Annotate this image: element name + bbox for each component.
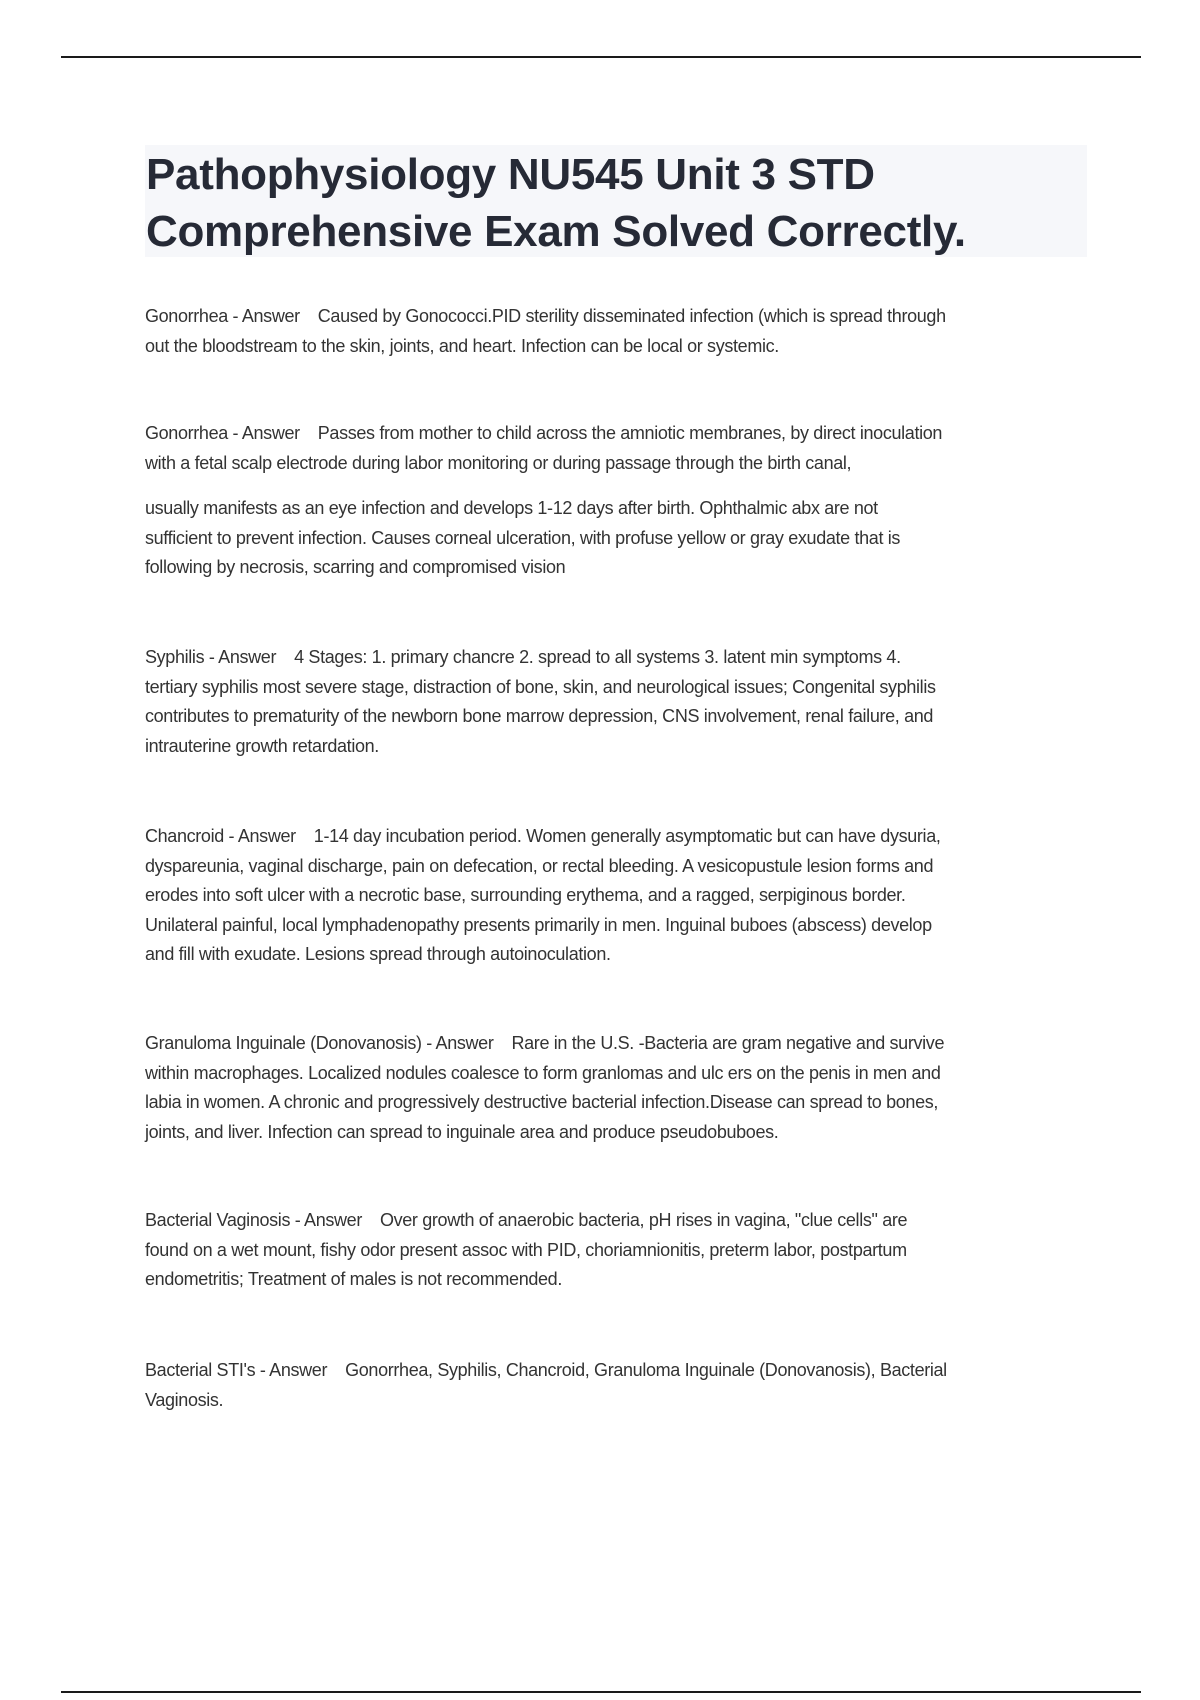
qa-answer-text: sufficient to prevent infection. Causes corneal ulceration, with profuse yellow or gray exudate that is [145, 527, 901, 548]
qa-term: Granuloma Inguinale (Donovanosis) - Answer [145, 1033, 494, 1053]
qa-line [145, 940, 941, 970]
qa-item [145, 302, 946, 361]
qa-answer-text: joints, and liver. Infection can spread to inguinale area and produce pseudobuboes. [145, 1121, 779, 1142]
qa-line [145, 524, 900, 554]
qa-answer-text: contributes to prematurity of the newborn bone marrow depression, CNS involvement, renal failure, and [145, 706, 934, 726]
qa-answer-text: found on a wet mount, fishy odor present assoc with PID, choriamnionitis, preterm labor, postpartum [145, 1239, 907, 1260]
qa-answer-text: Vaginosis. [145, 1389, 224, 1410]
qa-item [145, 494, 900, 583]
qa-term: Bacterial Vaginosis - Answer [145, 1210, 362, 1230]
title-line: Comprehensive Exam Solved Correctly. [146, 207, 966, 256]
qa-term: Chancroid - Answer [145, 826, 296, 846]
qa-line [145, 1059, 944, 1089]
qa-answer-text: endometritis; Treatment of males is not recommended. [145, 1269, 562, 1289]
qa-line [145, 1206, 907, 1236]
qa-line [145, 302, 946, 332]
qa-answer-text: Gonorrhea, Syphilis, Chancroid, Granuloma Inguinale (Donovanosis), Bacterial [345, 1360, 947, 1380]
qa-answer-text: Rare in the U.S. -Bacteria are gram negative and survive [511, 1033, 945, 1053]
qa-answer-text: following by necrosis, scarring and compromised vision [145, 557, 566, 577]
qa-item [145, 1029, 944, 1147]
qa-item [145, 822, 941, 970]
qa-answer-text: with a fetal scalp electrode during labor monitoring or during passage through the birth canal, [145, 452, 852, 473]
qa-line [145, 419, 942, 449]
qa-answer-text: labia in women. A chronic and progressively destructive bacterial infection.Disease can spread to bones, [145, 1092, 939, 1112]
qa-item [145, 643, 936, 761]
qa-line [145, 881, 941, 911]
qa-answer-text: Passes from mother to child across the amniotic membranes, by direct inoculation [317, 423, 943, 443]
qa-answer-text: and fill with exudate. Lesions spread through autoinoculation. [145, 944, 611, 964]
qa-term: Gonorrhea - Answer [145, 423, 300, 443]
qa-answer-text: within macrophages. Localized nodules coalesce to form granlomas and ulc ers on the penis in men and [145, 1062, 941, 1083]
qa-line [145, 1236, 907, 1266]
qa-line [145, 643, 936, 673]
qa-answer-text: Over growth of anaerobic bacteria, pH rises in vagina, "clue cells" are [379, 1210, 908, 1230]
qa-answer-text: 1-14 day incubation period. Women generally asymptomatic but can have dysuria, [313, 826, 941, 846]
qa-answer-text: Caused by Gonococci.PID sterility disseminated infection (which is spread through [317, 306, 946, 326]
qa-item [145, 419, 942, 478]
qa-answer-text: erodes into soft ulcer with a necrotic base, surrounding erythema, and a ragged, serpiginous border. [145, 885, 906, 905]
qa-answer-text: Unilateral painful, local lymphadenopathy presents primarily in men. Inguinal buboes (abscess) develop [145, 914, 932, 935]
qa-line [145, 673, 936, 703]
qa-answer-text: dyspareunia, vaginal discharge, pain on defecation, or rectal bleeding. A vesicopustule lesion forms and [145, 855, 934, 876]
qa-line [145, 494, 900, 524]
qa-answer-text: tertiary syphilis most severe stage, distraction of bone, skin, and neurological issues; Congenital syphilis [145, 676, 936, 697]
qa-line [145, 449, 942, 479]
header-rule [61, 56, 1141, 58]
qa-term: Syphilis - Answer [145, 647, 277, 667]
qa-line [145, 1356, 947, 1386]
qa-item [145, 1206, 907, 1295]
qa-answer-text: usually manifests as an eye infection and develops 1-12 days after birth. Ophthalmic abx are not [145, 498, 878, 518]
qa-line [145, 702, 936, 732]
qa-term: Bacterial STI's - Answer [145, 1360, 328, 1380]
qa-line [145, 1118, 944, 1148]
qa-line [145, 732, 936, 762]
qa-line [145, 822, 941, 852]
qa-answer-text: intrauterine growth retardation. [145, 735, 379, 756]
qa-line [145, 553, 900, 583]
page-title [146, 146, 966, 260]
qa-answer-text: 4 Stages: 1. primary chancre 2. spread to all systems 3. latent min symptoms 4. [294, 647, 901, 667]
qa-term: Gonorrhea - Answer [145, 306, 300, 326]
qa-line [145, 1386, 947, 1416]
qa-answer-text: out the bloodstream to the skin, joints, and heart. Infection can be local or systemic. [145, 335, 779, 356]
qa-line [145, 852, 941, 882]
qa-line [145, 1265, 907, 1295]
qa-line [145, 1029, 944, 1059]
qa-line [145, 332, 946, 362]
qa-item [145, 1356, 947, 1415]
footer-rule [61, 1691, 1141, 1693]
qa-line [145, 911, 941, 941]
title-line: Pathophysiology NU545 Unit 3 STD [146, 150, 875, 199]
qa-line [145, 1088, 944, 1118]
